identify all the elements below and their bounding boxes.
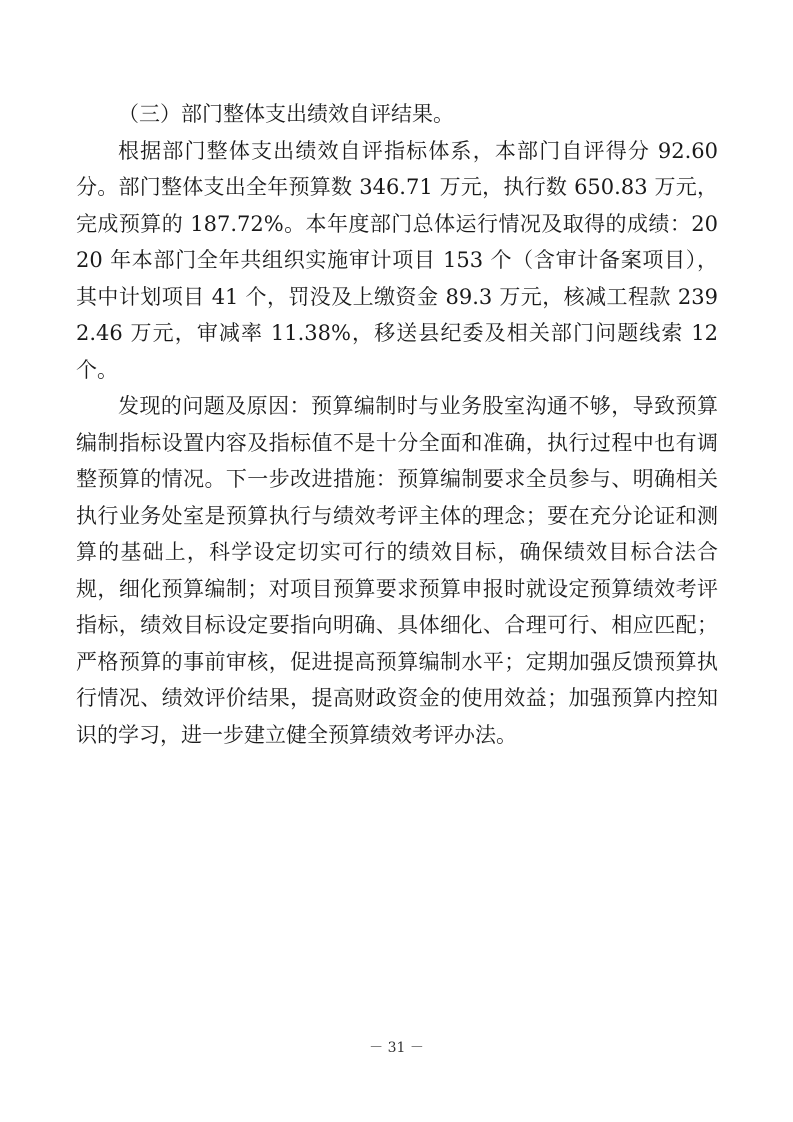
paragraph-problems-measures: 发现的问题及原因：预算编制时与业务股室沟通不够，导致预算编制指标设置内容及指标值不是十分全面和准确，执行过程中也有调整预算的情况。下一步改进措施：预算编制要求全员参与、明确相关执行业务处室是预算执行与绩效考评主体的理念；要在充分论证和测算的基础上，科学设定切实可行的绩效目标，确保绩效目标合法合规，细化预算编制；对项目预算要求预算申报时就设定预算绩效考评指标，绩效目标设定要指向明确、具体细化、合理可行、相应匹配；严格预算的事前审核，促进提高预算编制水平；定期加强反馈预算执行情况、绩效评价结果，提高财政资金的使用效益；加强预算内控知识的学习，进一步建立健全预算绩效考评办法。 (76, 394, 718, 747)
section-heading: （三）部门整体支出绩效自评结果。 (118, 102, 454, 126)
document-body (76, 96, 718, 753)
paragraph-results: 根据部门整体支出绩效自评指标体系，本部门自评得分 92.60 分。部门整体支出全年预算数 346.71 万元，执行数 650.83 万元，完成预算的 187.72%。本年度部门总体运行情况及取得的成绩：2020 年本部门全年共组织实施审计项目 153 个（含审计备案项目），其中计划项目 41 个，罚没及上缴资金 89.3 万元，核减工程款 2392.46 万元，审减率 11.38%，移送县纪委及相关部门问题线索 12 个。 (76, 138, 718, 382)
page-number: － 31 － (369, 1040, 424, 1056)
